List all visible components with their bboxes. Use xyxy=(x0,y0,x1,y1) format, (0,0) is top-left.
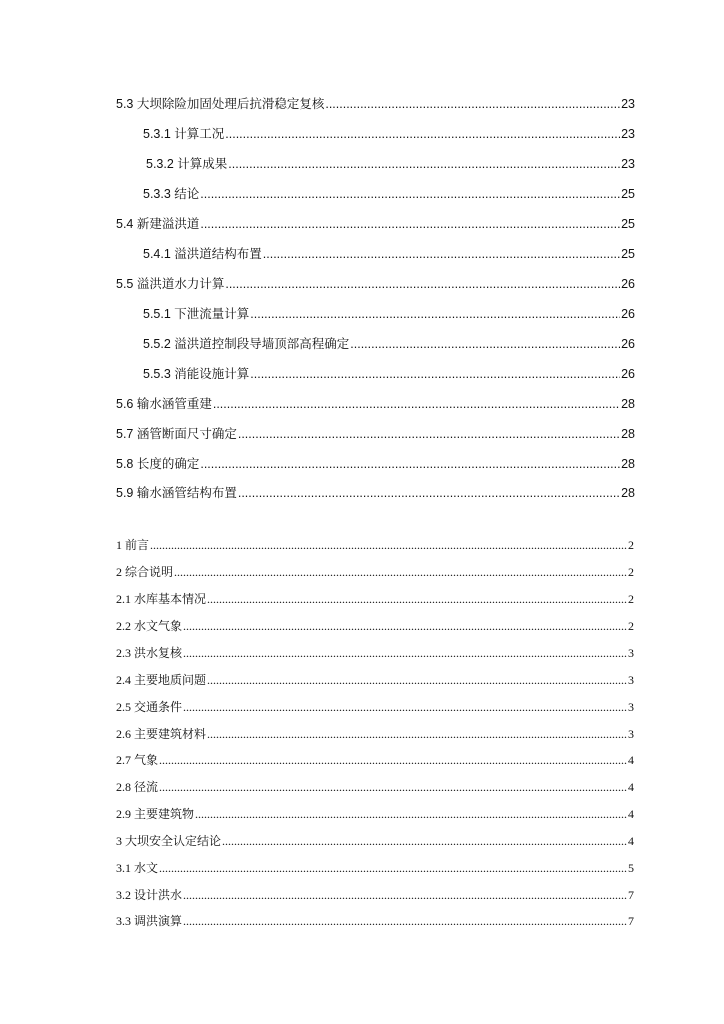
toc-entry[interactable] xyxy=(116,887,634,904)
toc-entry-title: 1 前言 xyxy=(116,538,150,552)
toc-entry-title: 2.1 水库基本情况 xyxy=(116,592,207,606)
dot-leader xyxy=(159,752,627,769)
dot-leader xyxy=(195,806,627,823)
toc-entry-title: 5.4.1 溢洪道结构布置 xyxy=(143,247,262,261)
toc-entry[interactable] xyxy=(143,365,635,383)
toc-entry-title: 2.5 交通条件 xyxy=(116,700,183,714)
toc-entry-page: 4 xyxy=(628,753,634,767)
toc-entry[interactable] xyxy=(116,645,634,662)
toc-entry-title: 3.3 调洪演算 xyxy=(116,914,183,928)
toc-entry-title: 5.5 溢洪道水力计算 xyxy=(116,277,225,291)
toc-entry-title: 2.2 水文气象 xyxy=(116,619,183,633)
toc-entry-page: 2 xyxy=(628,538,634,552)
toc-entry-page: 26 xyxy=(621,307,635,321)
toc-entry[interactable] xyxy=(116,484,635,502)
toc-entry[interactable] xyxy=(116,215,635,233)
toc-entry-title: 5.3.2 计算成果 xyxy=(146,157,228,171)
toc-entry[interactable] xyxy=(116,425,635,443)
dot-leader xyxy=(222,833,627,850)
dot-leader xyxy=(207,591,627,608)
dot-leader xyxy=(263,245,620,263)
toc-entry-page: 7 xyxy=(628,888,634,902)
dot-leader xyxy=(250,365,620,383)
dot-leader xyxy=(228,155,620,173)
toc-entry-page: 28 xyxy=(621,486,635,500)
toc-entry[interactable] xyxy=(116,806,634,823)
dot-leader xyxy=(200,455,620,473)
dot-leader xyxy=(325,95,620,113)
dot-leader xyxy=(174,564,627,581)
toc-entry-title: 5.3 大坝除险加固处理后抗滑稳定复核 xyxy=(116,97,325,111)
toc-entry-title: 3.1 水文 xyxy=(116,861,159,875)
toc-entry-title: 5.9 输水涵管结构布置 xyxy=(116,486,237,500)
toc-entry-page: 5 xyxy=(628,861,634,875)
toc-entry-page: 2 xyxy=(628,592,634,606)
toc-entry-title: 2.8 径流 xyxy=(116,780,159,794)
toc-entry-page: 25 xyxy=(621,187,635,201)
toc-entry-page: 4 xyxy=(628,834,634,848)
toc-entry-title: 3 大坝安全认定结论 xyxy=(116,834,222,848)
toc-entry-page: 3 xyxy=(628,700,634,714)
toc-entry[interactable] xyxy=(116,752,634,769)
dot-leader xyxy=(159,860,627,877)
toc-entry-page: 26 xyxy=(621,277,635,291)
toc-entry[interactable] xyxy=(116,833,634,850)
toc-entry-title: 5.3.3 结论 xyxy=(143,187,200,201)
toc-entry-page: 25 xyxy=(621,217,635,231)
dot-leader xyxy=(183,618,627,635)
toc-entry[interactable] xyxy=(116,95,635,113)
toc-entry-title: 2.3 洪水复核 xyxy=(116,646,183,660)
toc-entry-page: 28 xyxy=(621,457,635,471)
toc-entry-title: 2.7 气象 xyxy=(116,753,159,767)
toc-entry[interactable] xyxy=(116,275,635,293)
toc-entry-title: 5.7 涵管断面尺寸确定 xyxy=(116,427,237,441)
toc-entry[interactable] xyxy=(116,726,634,743)
toc-entry-page: 3 xyxy=(628,646,634,660)
toc-entry-title: 5.5.2 溢洪道控制段导墙顶部高程确定 xyxy=(143,337,350,351)
toc-entry[interactable] xyxy=(116,395,635,413)
toc-entry-page: 3 xyxy=(628,727,634,741)
toc-entry-page: 3 xyxy=(628,673,634,687)
toc-entry-page: 23 xyxy=(621,127,635,141)
toc-entry-page: 4 xyxy=(628,780,634,794)
toc-entry[interactable] xyxy=(116,618,634,635)
toc-entry-page: 4 xyxy=(628,807,634,821)
dot-leader xyxy=(183,913,627,930)
toc-entry[interactable] xyxy=(143,125,635,143)
toc-entry[interactable] xyxy=(116,564,634,581)
toc-entry-page: 28 xyxy=(621,427,635,441)
toc-entry-page: 2 xyxy=(628,619,634,633)
dot-leader xyxy=(225,125,620,143)
toc-entry[interactable] xyxy=(116,455,635,473)
toc-entry-title: 2.9 主要建筑物 xyxy=(116,807,195,821)
dot-leader xyxy=(183,645,627,662)
dot-leader xyxy=(200,185,620,203)
toc-entry-page: 23 xyxy=(621,97,635,111)
toc-entry[interactable] xyxy=(146,155,635,173)
toc-entry-title: 5.6 输水涵管重建 xyxy=(116,397,212,411)
toc-entry[interactable] xyxy=(143,335,635,353)
dot-leader xyxy=(213,395,620,413)
toc-entry-page: 26 xyxy=(621,337,635,351)
dot-leader xyxy=(150,537,627,554)
toc-entry-title: 5.5.3 消能设施计算 xyxy=(143,367,250,381)
toc-entry[interactable] xyxy=(116,699,634,716)
dot-leader xyxy=(250,305,620,323)
toc-entry-page: 23 xyxy=(621,157,635,171)
toc-entry-page: 7 xyxy=(628,914,634,928)
dot-leader xyxy=(225,275,620,293)
toc-entry-page: 28 xyxy=(621,397,635,411)
dot-leader xyxy=(238,484,620,502)
toc-entry[interactable] xyxy=(143,245,635,263)
toc-entry[interactable] xyxy=(116,860,634,877)
dot-leader xyxy=(238,425,620,443)
toc-entry[interactable] xyxy=(116,913,634,930)
toc-entry-page: 25 xyxy=(621,247,635,261)
dot-leader xyxy=(207,726,627,743)
toc-entry-title: 5.3.1 计算工况 xyxy=(143,127,225,141)
toc-entry-page: 2 xyxy=(628,565,634,579)
toc-entry-title: 2 综合说明 xyxy=(116,565,174,579)
dot-leader xyxy=(350,335,620,353)
toc-entry[interactable] xyxy=(143,185,635,203)
toc-entry-title: 2.6 主要建筑材料 xyxy=(116,727,207,741)
toc-entry-title: 2.4 主要地质问题 xyxy=(116,673,207,687)
dot-leader xyxy=(159,779,627,796)
toc-entry[interactable] xyxy=(116,537,634,554)
toc-entry[interactable] xyxy=(143,305,635,323)
toc-entry-title: 5.4 新建溢洪道 xyxy=(116,217,200,231)
dot-leader xyxy=(183,887,627,904)
toc-entry[interactable] xyxy=(116,779,634,796)
toc-entry-title: 5.8 长度的确定 xyxy=(116,457,200,471)
toc-entry[interactable] xyxy=(116,672,634,689)
dot-leader xyxy=(183,699,627,716)
toc-entry-title: 5.5.1 下泄流量计算 xyxy=(143,307,250,321)
dot-leader xyxy=(200,215,620,233)
toc-entry-page: 26 xyxy=(621,367,635,381)
toc-entry[interactable] xyxy=(116,591,634,608)
dot-leader xyxy=(207,672,627,689)
toc-entry-title: 3.2 设计洪水 xyxy=(116,888,183,902)
